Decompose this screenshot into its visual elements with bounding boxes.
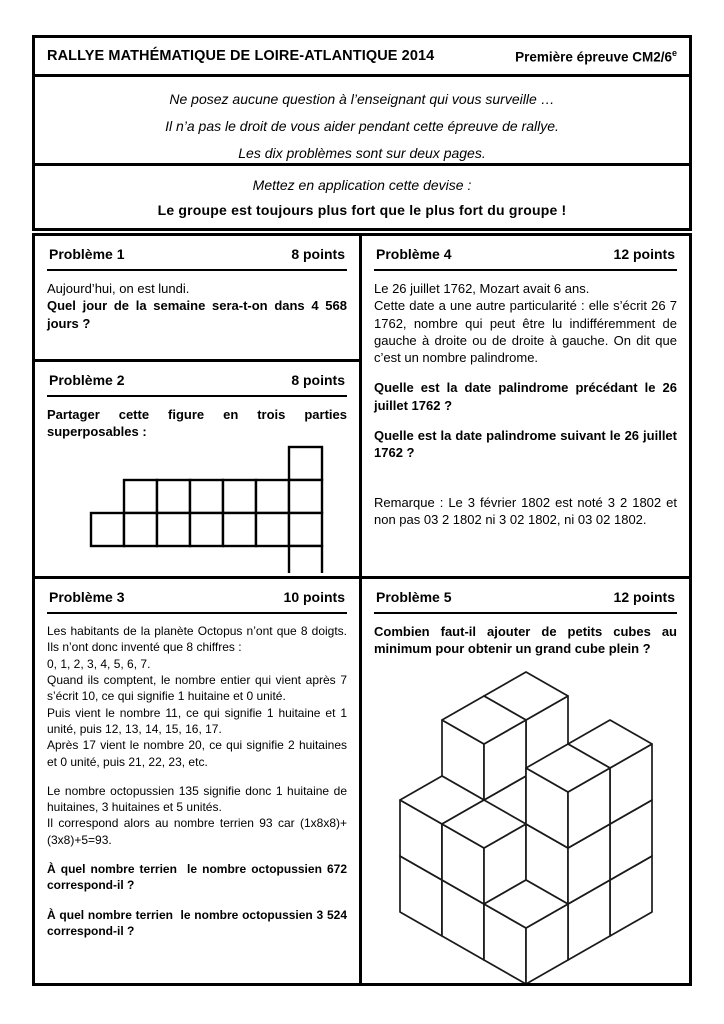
problem-5-points: 12 points: [613, 589, 675, 605]
grid-square: [124, 480, 157, 513]
paragraph: Le 26 juillet 1762, Mozart avait 6 ans.: [374, 281, 590, 296]
problem-2-header: [47, 369, 347, 397]
problem-3-points: 10 points: [283, 589, 345, 605]
problems-bottom-row: [35, 579, 689, 983]
problems-left-column: [35, 236, 362, 576]
edition-label: [515, 48, 677, 65]
problem-2-title: Problème 2: [49, 372, 125, 388]
instructions-box: [32, 74, 692, 166]
motto-box: [32, 163, 692, 231]
problem-5-title: Problème 5: [376, 589, 452, 605]
edition-superscript: e: [671, 47, 677, 58]
problem-3-body: [47, 623, 347, 939]
grid-square: [223, 480, 256, 513]
problem-3: [35, 579, 359, 983]
grid-square: [190, 480, 223, 513]
problems-top-row: [35, 236, 689, 579]
grid-square: [124, 513, 157, 546]
problem-1: [35, 236, 359, 362]
spacer: [47, 770, 347, 783]
motto-text: Le groupe est toujours plus fort que le plus fort du groupe !: [157, 202, 567, 218]
paragraph: Le nombre octopussien 135 signifie donc 1 huitaine de huitaines, 3 huitaines et 5 unités.: [47, 783, 347, 815]
problems-right-column-bottom: [362, 579, 689, 983]
problem-3-title: Problème 3: [49, 589, 125, 605]
grid-square: [256, 480, 289, 513]
paragraph: Cette date a une autre particularité : elle s’écrit 26 7 1762, nombre qui peut être lu indifféremment de gauche à droite ou de droite à gauche. On dit que c’est un nombre palindrome.: [374, 298, 677, 366]
grid-square: [289, 546, 322, 573]
motto-intro: Mettez en application cette devise :: [252, 177, 472, 193]
paragraph: À quel nombre terrien le nombre octopussien 672 correspond-il ?: [47, 862, 347, 893]
paragraph: Après 17 vient le nombre 20, ce qui signifie 2 huitaines et 0 unité, puis 21, 22, 23, etc.: [47, 738, 347, 769]
grid-square: [91, 513, 124, 546]
grid-square: [223, 513, 256, 546]
problem-1-points: 8 points: [291, 246, 345, 262]
problem-5: [362, 579, 689, 983]
paragraph: Remarque : Le 3 février 1802 est noté 3 2 1802 et non pas 03 2 1802 ni 3 02 1802, ni 03 02 1802.: [374, 494, 677, 527]
problem-4-header: [374, 243, 677, 271]
grid-square: [289, 480, 322, 513]
problem-2-body: [47, 406, 347, 573]
cubes-figure-wrap: [374, 666, 677, 983]
problem-4: [362, 236, 689, 573]
problem-4-points: 12 points: [613, 246, 675, 262]
instruction-line-2: Il n’a pas le droit de vous aider pendant cette épreuve de rallye.: [165, 118, 559, 134]
grid-square: [289, 513, 322, 546]
paragraph: Puis vient le nombre 11, ce qui signifie 1 huitaine et 1 unité, puis 12, 13, 14, 15, 16, 17.: [47, 705, 347, 736]
polyomino-figure: [89, 445, 324, 573]
paragraph: Partager cette figure en trois parties superposables :: [47, 407, 347, 440]
problem-5-header: [374, 586, 677, 614]
paragraph: Combien faut-il ajouter de petits cubes au minimum pour obtenir un grand cube plein ?: [374, 624, 677, 657]
problem-5-body: [374, 623, 677, 983]
problem-1-body: [47, 280, 347, 332]
paragraph: Il correspond alors au nombre terrien 93 car (1x8x8)+(3x8)+5=93.: [47, 816, 347, 847]
paragraph: Quand ils comptent, le nombre entier qui vient après 7 s’écrit 10, ce qui signifie 1 huitaine et 0 unité.: [47, 672, 347, 704]
paragraph: Quelle est la date palindrome suivant le 26 juillet 1762 ?: [374, 427, 677, 461]
grid-square: [190, 513, 223, 546]
paragraph: Aujourd’hui, on est lundi.: [47, 281, 190, 296]
page-title: RALLYE MATHÉMATIQUE DE LOIRE-ATLANTIQUE 2014: [47, 48, 435, 64]
problem-4-title: Problème 4: [376, 246, 452, 262]
problem-4-body: [374, 280, 677, 528]
paragraph: Quelle est la date palindrome précédant le 26 juillet 1762 ?: [374, 380, 677, 413]
spacer: [47, 894, 347, 907]
polyomino-figure-wrap: [89, 445, 347, 573]
spacer: [374, 414, 677, 427]
title-box: [32, 35, 692, 77]
problems-grid: [32, 233, 692, 986]
problem-2-points: 8 points: [291, 372, 345, 388]
grid-square: [289, 447, 322, 480]
problem-3-header: [47, 586, 347, 614]
problems-right-column: [362, 236, 689, 576]
spacer: [374, 462, 677, 494]
problem-1-header: [47, 243, 347, 271]
spacer: [374, 366, 677, 379]
paragraph: À quel nombre terrien le nombre octopussien 3 524 correspond-il ?: [47, 907, 347, 938]
spacer: [47, 848, 347, 861]
problem-1-title: Problème 1: [49, 246, 125, 262]
paragraph: Quel jour de la semaine sera-t-on dans 4 568 jours ?: [47, 298, 347, 331]
edition-text: Première épreuve CM2/6: [515, 49, 672, 65]
instruction-line-1: Ne posez aucune question à l’enseignant qui vous surveille …: [169, 91, 555, 107]
page-container: [32, 35, 692, 986]
paragraph: 0, 1, 2, 3, 4, 5, 6, 7.: [47, 656, 151, 671]
problem-2: [35, 362, 359, 573]
grid-square: [256, 513, 289, 546]
paragraph: Les habitants de la planète Octopus n’ont que 8 doigts. Ils n’ont donc inventé que 8 chiffres :: [47, 624, 347, 655]
grid-square: [157, 513, 190, 546]
cubes-figure: [398, 666, 654, 983]
grid-square: [157, 480, 190, 513]
problems-left-column-bottom: [35, 579, 362, 983]
instruction-line-3: Les dix problèmes sont sur deux pages.: [238, 145, 486, 161]
